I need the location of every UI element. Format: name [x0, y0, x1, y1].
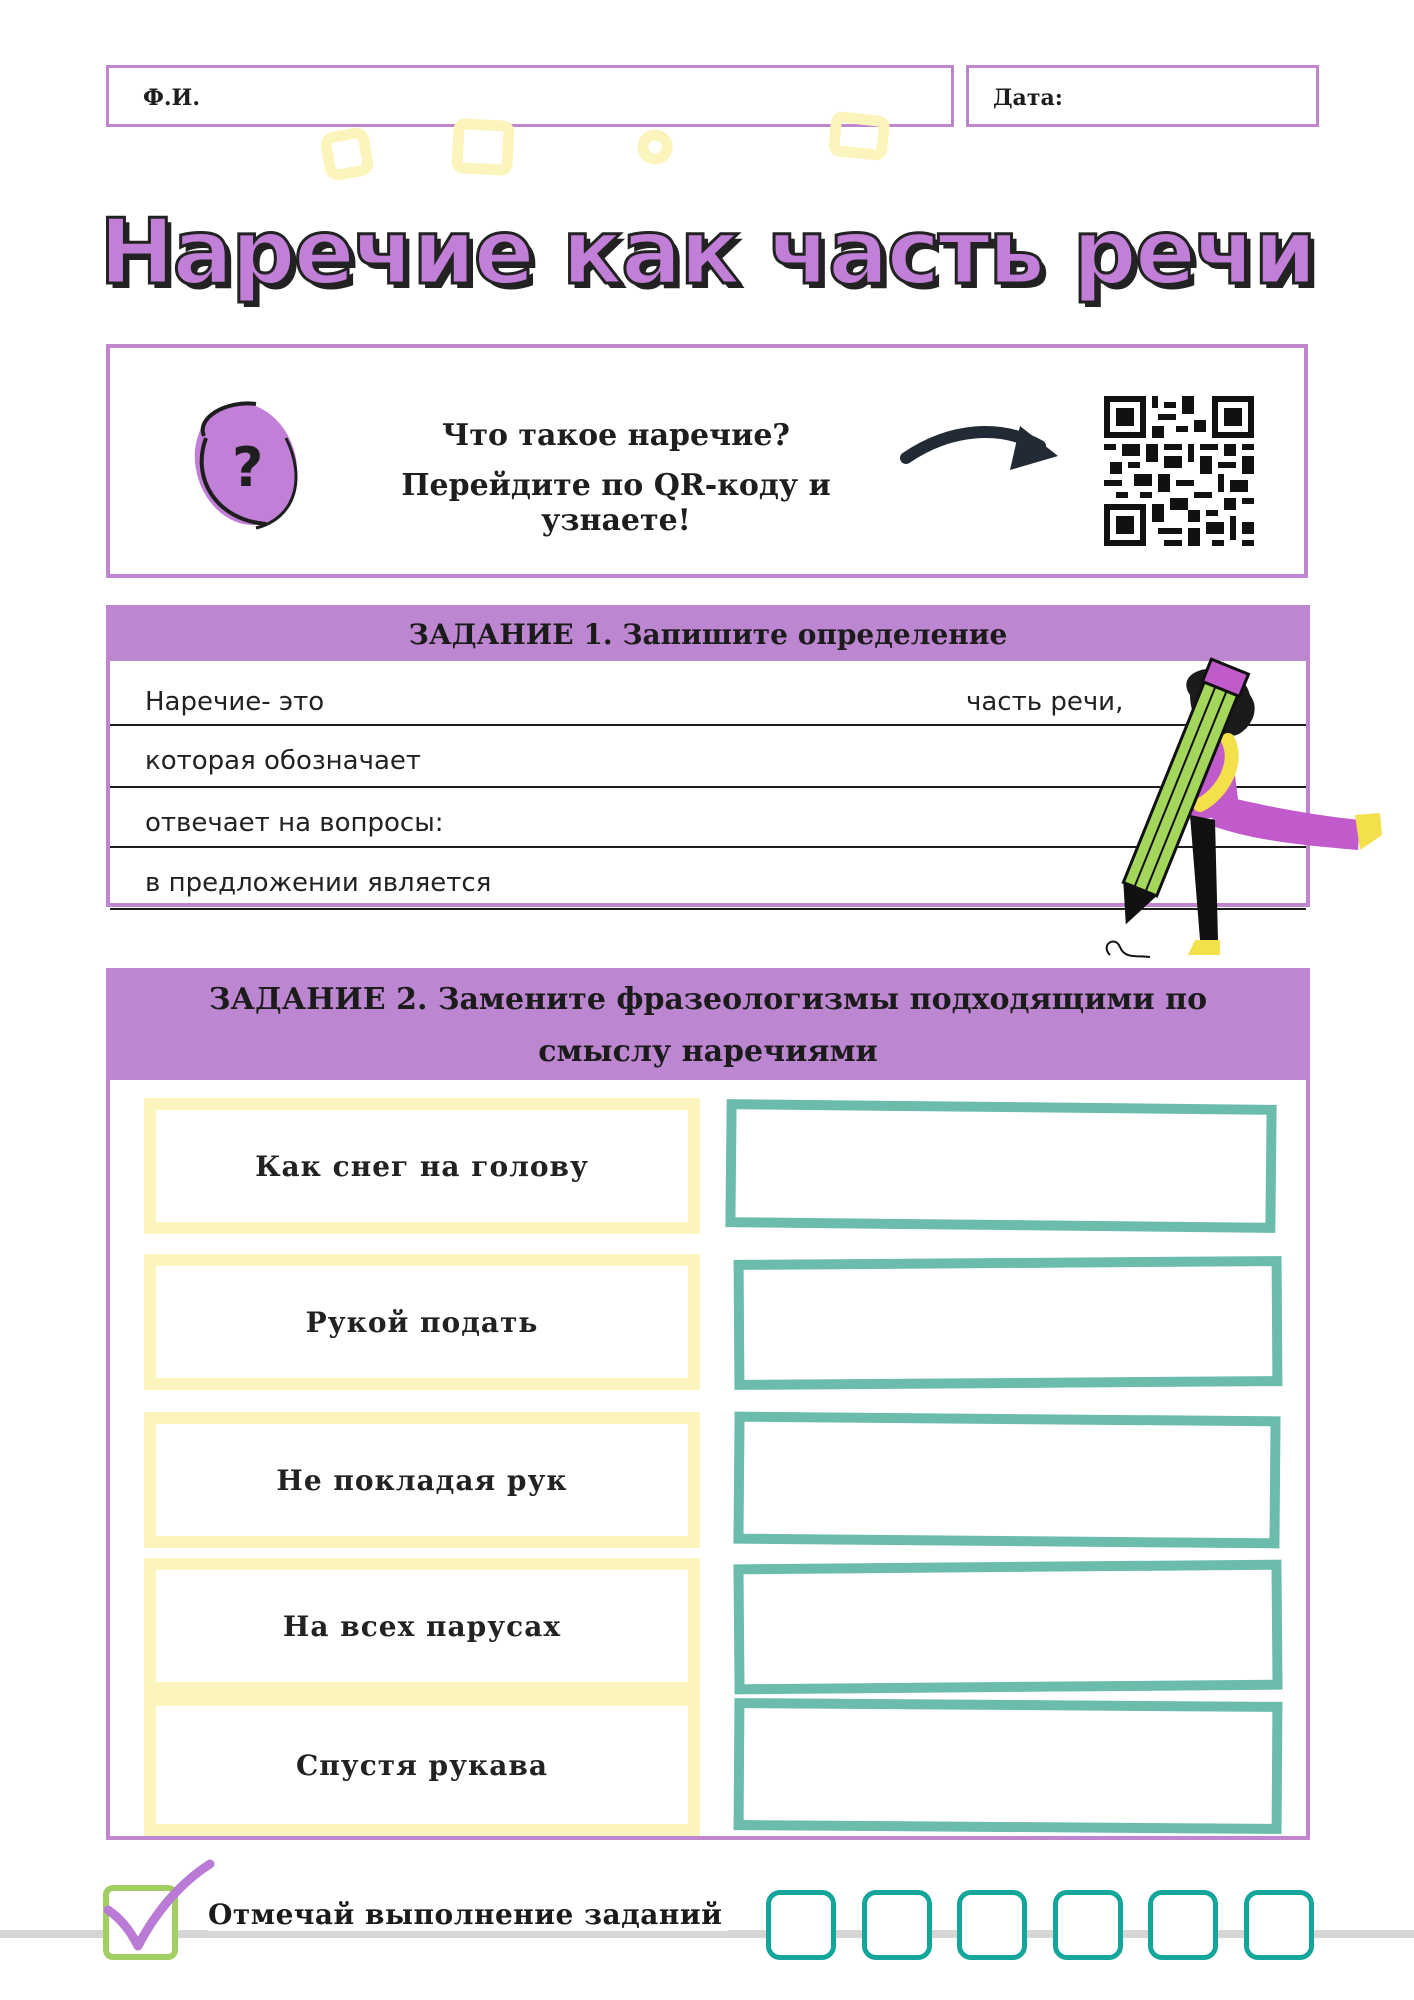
task1-heading: ЗАДАНИЕ 1. Запишите определение [110, 609, 1306, 661]
footer-label: Отмечай выполнение заданий [208, 1898, 728, 1931]
phrase-card: Как снег на голову [144, 1098, 700, 1234]
progress-checkbox-5[interactable] [1148, 1890, 1218, 1960]
progress-checkbox-1[interactable] [766, 1890, 836, 1960]
task1-line-label: в предложении является [145, 868, 492, 898]
intro-line-2: Перейдите по QR-коду и узнаете! [401, 468, 831, 538]
phrase-card: Рукой подать [144, 1254, 700, 1390]
name-label: Ф.И. [143, 85, 200, 111]
progress-checkbox-3[interactable] [957, 1890, 1027, 1960]
phrase-card: На всех парусах [144, 1558, 700, 1694]
arrow-icon [900, 408, 1080, 488]
phrase-card: Не покладая рук [144, 1412, 700, 1548]
phrase-card: Спустя рукава [144, 1694, 700, 1836]
intro-line-1: Что такое наречие? [441, 418, 790, 453]
question-icon [186, 398, 306, 530]
progress-checkbox-2[interactable] [862, 1890, 932, 1960]
answer-box[interactable] [725, 1099, 1276, 1233]
checkmark-icon [100, 1858, 215, 1958]
girl-with-pencil-illustration [1090, 655, 1390, 975]
answer-box[interactable] [733, 1560, 1282, 1695]
answer-box[interactable] [733, 1412, 1280, 1549]
date-field[interactable] [966, 65, 1319, 127]
task1-line-label: которая обозначает [145, 746, 422, 776]
answer-box[interactable] [734, 1698, 1283, 1834]
date-label: Дата: [993, 85, 1063, 111]
task2-heading [110, 972, 1306, 1080]
decorative-shapes [310, 105, 910, 185]
qr-code-icon[interactable] [1104, 396, 1254, 546]
progress-checkbox-4[interactable] [1053, 1890, 1123, 1960]
task2-heading-line-2: смыслу наречиями [538, 1034, 878, 1069]
page-title: Наречие как часть речи [99, 200, 1315, 305]
progress-checkbox-6[interactable] [1244, 1890, 1314, 1960]
answer-box[interactable] [734, 1256, 1283, 1390]
qr-intro-box [106, 344, 1308, 578]
task1-line-suffix: часть речи, [966, 687, 1124, 717]
task1-line-label: отвечает на вопросы: [145, 808, 444, 838]
svg-text:?: ? [232, 436, 264, 499]
task2-heading-line-1: ЗАДАНИЕ 2. Замените фразеологизмы подходящими по [208, 982, 1208, 1017]
task1-line-label: Наречие- это [145, 687, 325, 717]
task2-section [106, 968, 1310, 1840]
